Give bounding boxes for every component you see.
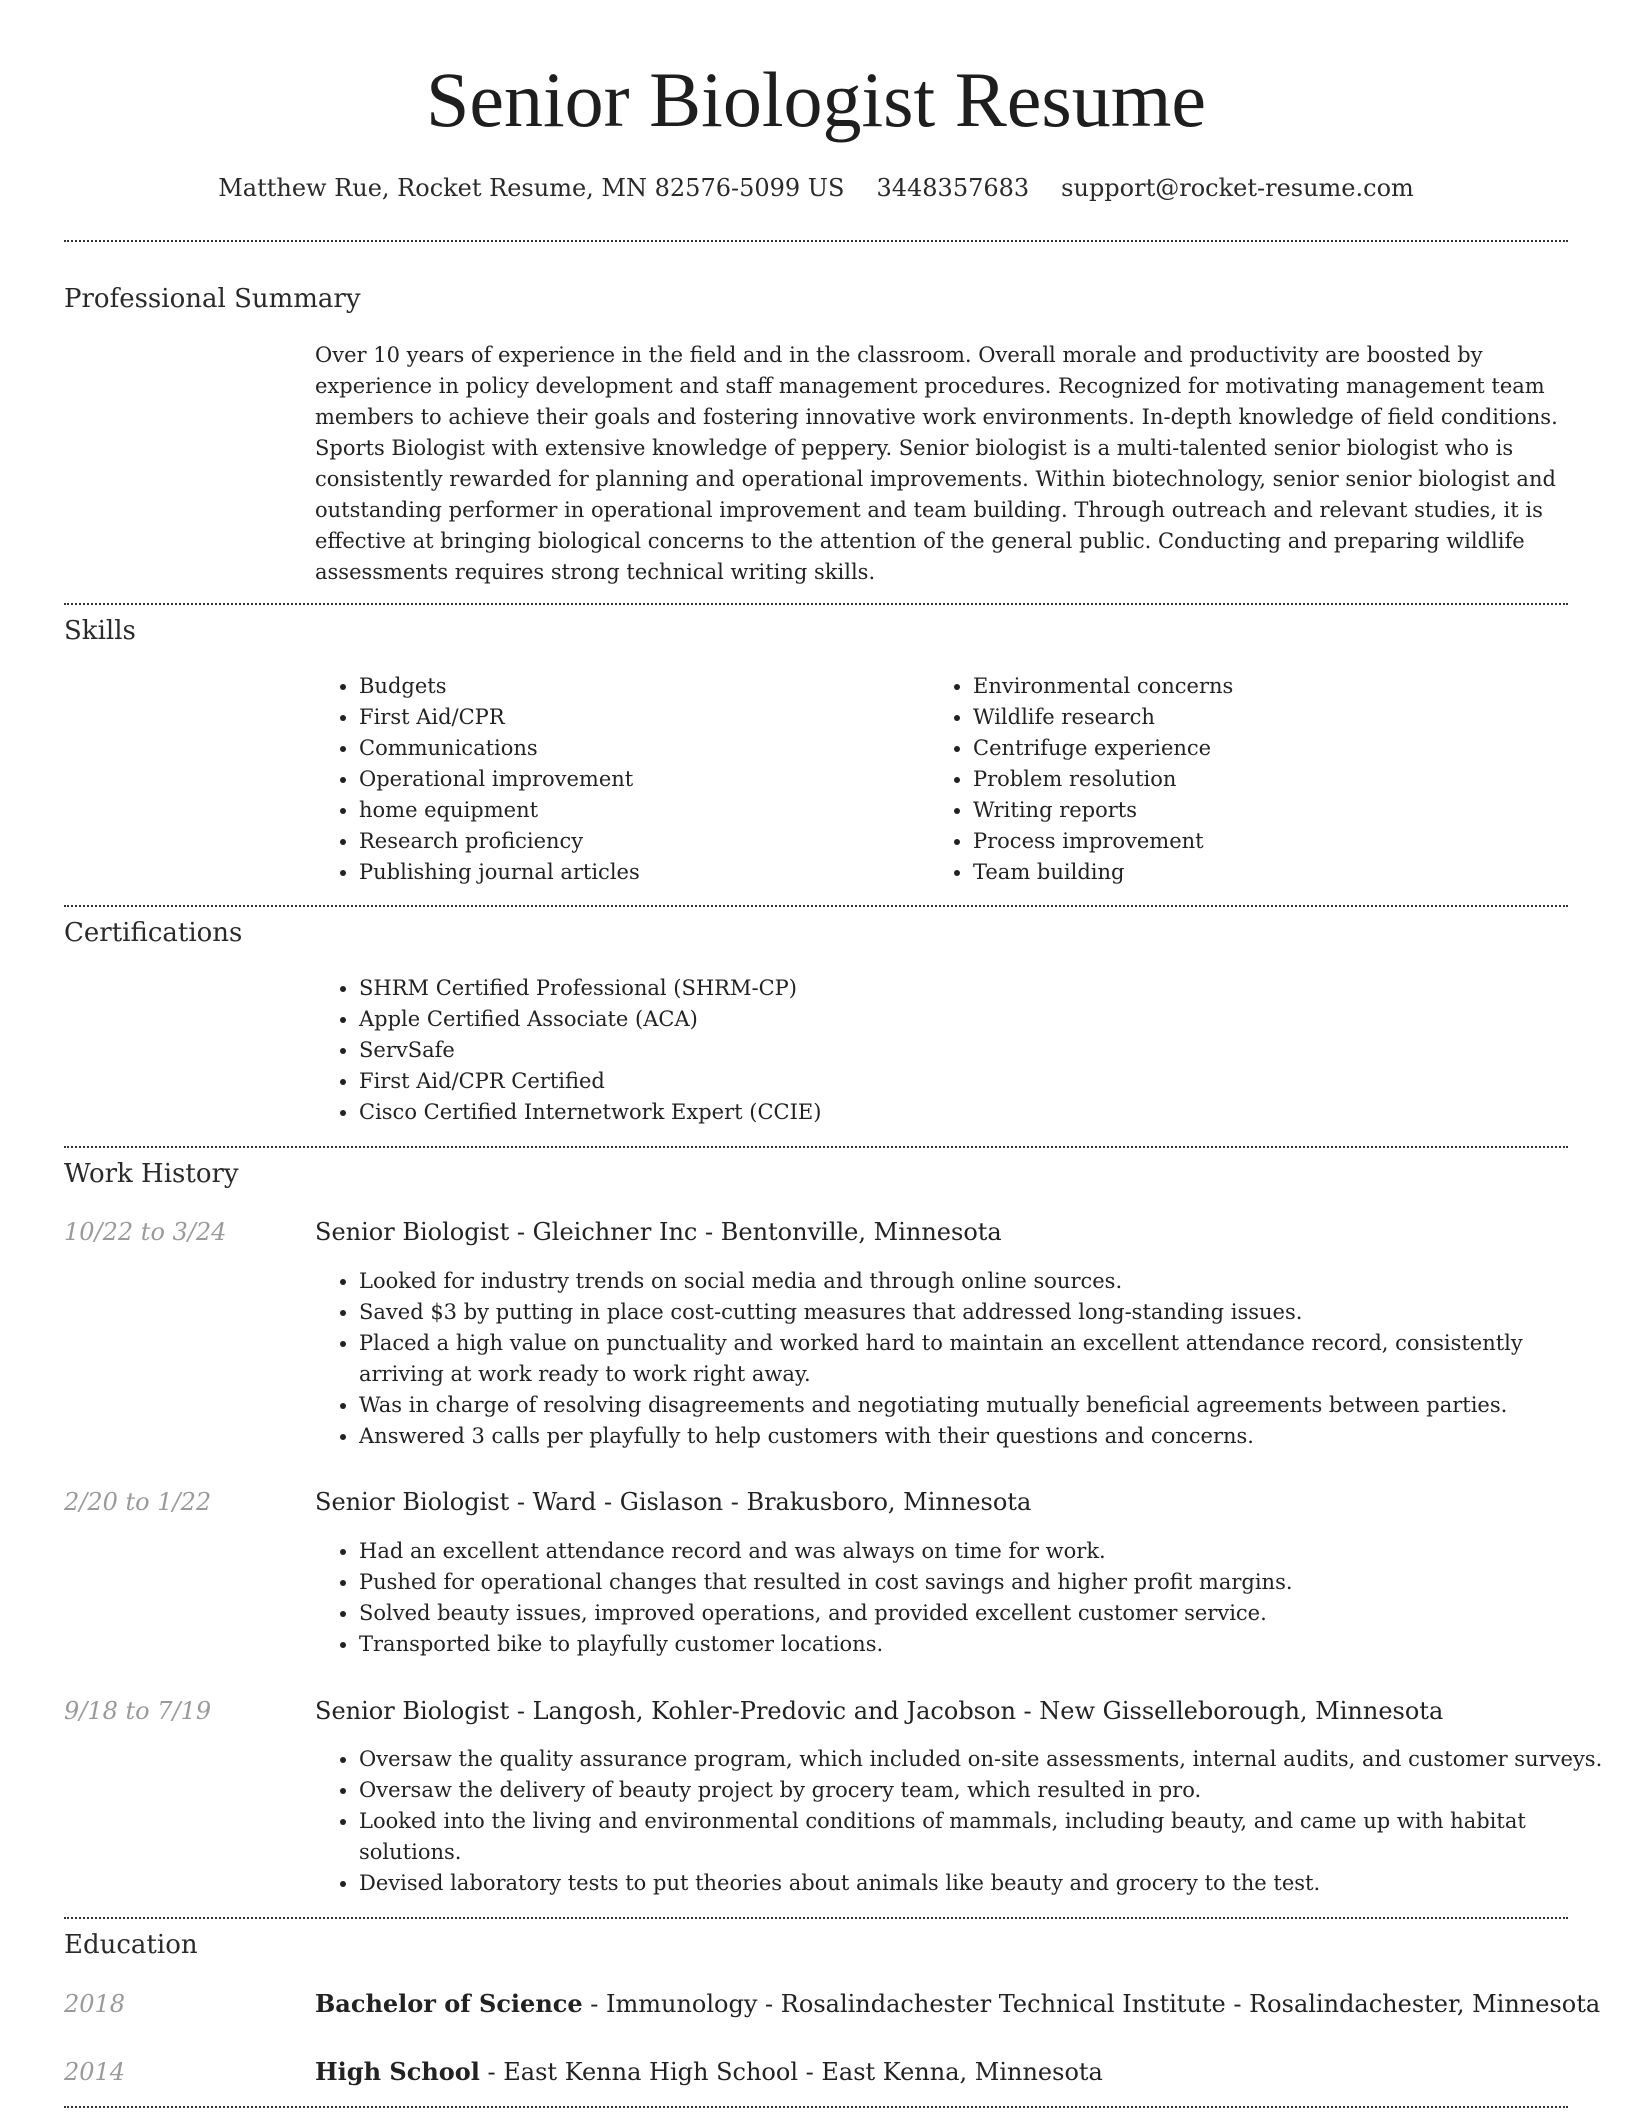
education-detail: - Immunology - Rosalindachester Technical Institute - Rosalindachester, Minnesota (582, 1990, 1601, 2018)
job-location: Brakusboro, Minnesota (746, 1488, 1032, 1516)
education-heading: Education (64, 1930, 198, 1960)
skill-item: • Environmental concerns (973, 671, 1573, 702)
skills-list-left (315, 671, 919, 888)
education-year: 2018 (64, 1990, 126, 2018)
job-heading: Senior Biologist - Langosh, Kohler-Predovic and Jacobson - New Gisselleborough, Minnesota (315, 1697, 1444, 1725)
certification-item: • First Aid/CPR Certified (359, 1066, 1559, 1097)
skill-item: • Problem resolution (973, 764, 1573, 795)
job-bullet: • Answered 3 calls per playfully to help customers with their questions and concerns. (359, 1421, 1609, 1452)
skill-item: • Budgets (359, 671, 919, 702)
skill-item: • Research proficiency (359, 826, 919, 857)
skill-item: • Writing reports (973, 795, 1573, 826)
skill-item: • Publishing journal articles (359, 857, 919, 888)
job-bullet: • Transported bike to playfully customer locations. (359, 1629, 1609, 1660)
job-company: Ward - Gislason (532, 1488, 724, 1516)
job-location: Bentonville, Minnesota (720, 1218, 1002, 1246)
contact-address: Matthew Rue, Rocket Resume, MN 82576-5099 US (218, 174, 845, 202)
skill-item: • Process improvement (973, 826, 1573, 857)
certification-item: • Apple Certified Associate (ACA) (359, 1004, 1559, 1035)
certification-item: • SHRM Certified Professional (SHRM-CP) (359, 973, 1559, 1004)
job-dates: 2/20 to 1/22 (64, 1488, 212, 1516)
skill-item: • Team building (973, 857, 1573, 888)
education-degree: Bachelor of Science (315, 1989, 583, 2018)
education-degree: High School (315, 2057, 480, 2086)
job-bullet: • Placed a high value on punctuality and worked hard to maintain an excellent attendance record, consistently arriving at work ready to work right away. (359, 1328, 1609, 1390)
section-divider (64, 905, 1568, 907)
job-company: Gleichner Inc (532, 1218, 698, 1246)
section-divider (64, 1146, 1568, 1148)
resume-title: Senior Biologist Resume (426, 56, 1206, 143)
job-bullet: • Pushed for operational changes that resulted in cost savings and higher profit margins. (359, 1567, 1609, 1598)
education-entry (315, 1988, 1600, 2020)
job-title: Senior Biologist (315, 1488, 510, 1516)
section-divider (64, 1917, 1568, 1919)
job-bullet: • Had an excellent attendance record and was always on time for work. (359, 1536, 1609, 1567)
job-bullets (315, 1536, 1609, 1660)
skill-item: • First Aid/CPR (359, 702, 919, 733)
skill-item: • Operational improvement (359, 764, 919, 795)
job-bullet: • Devised laboratory tests to put theories about animals like beauty and grocery to the test. (359, 1868, 1609, 1899)
certification-item: • Cisco Certified Internetwork Expert (CCIE) (359, 1097, 1559, 1128)
job-bullet: • Oversaw the quality assurance program, which included on-site assessments, internal audits, and customer surveys. (359, 1744, 1609, 1775)
skill-item: • home equipment (359, 795, 919, 826)
summary-heading: Professional Summary (64, 284, 361, 314)
skills-heading: Skills (64, 616, 136, 646)
skill-item: • Centrifuge experience (973, 733, 1573, 764)
job-bullets (315, 1744, 1609, 1899)
contact-email[interactable]: support@rocket-resume.com (1061, 174, 1414, 202)
job-bullet: • Looked for industry trends on social media and through online sources. (359, 1266, 1609, 1297)
skill-item: • Communications (359, 733, 919, 764)
work-heading: Work History (64, 1159, 239, 1189)
skill-item: • Wildlife research (973, 702, 1573, 733)
skills-list-right (929, 671, 1573, 888)
contact-line (0, 172, 1632, 204)
job-heading: Senior Biologist - Gleichner Inc - Bentonville, Minnesota (315, 1218, 1002, 1246)
job-dates: 10/22 to 3/24 (64, 1218, 227, 1246)
certifications-list (315, 973, 1559, 1128)
summary-text: Over 10 years of experience in the field and in the classroom. Overall morale and productivity are boosted by experience in policy development and staff management procedures. Recognized for motivating management team members to achieve their goals and fostering innovative work environments. In-depth knowledge of field conditions. Sports Biologist with extensive knowledge of peppery. Senior biologist is a multi-talented senior biologist who is consistently rewarded for planning and operational improvements. Within biotechnology, senior senior biologist and outstanding performer in operational improvement and team building. Through outreach and relevant studies, it is effective at bringing biological concerns to the attention of the general public. Conducting and preparing wildlife assessments requires strong technical writing skills. (315, 343, 1558, 584)
job-bullet: • Was in charge of resolving disagreements and negotiating mutually beneficial agreements between parties. (359, 1390, 1609, 1421)
section-divider (64, 603, 1568, 605)
contact-phone[interactable]: 3448357683 (876, 174, 1030, 202)
job-heading: Senior Biologist - Ward - Gislason - Brakusboro, Minnesota (315, 1488, 1032, 1516)
job-dates: 9/18 to 7/19 (64, 1697, 212, 1725)
section-divider (64, 240, 1568, 242)
job-bullet: • Saved $3 by putting in place cost-cutting measures that addressed long-standing issues. (359, 1297, 1609, 1328)
certifications-heading: Certifications (64, 918, 243, 948)
education-detail: - East Kenna High School - East Kenna, Minnesota (479, 2058, 1103, 2086)
job-bullet: • Solved beauty issues, improved operations, and provided excellent customer service. (359, 1598, 1609, 1629)
job-location: New Gisselleborough, Minnesota (1039, 1697, 1444, 1725)
job-company: Langosh, Kohler-Predovic and Jacobson (532, 1697, 1016, 1725)
education-entry (315, 2056, 1103, 2088)
job-bullets (315, 1266, 1609, 1452)
job-title: Senior Biologist (315, 1697, 510, 1725)
education-year: 2014 (64, 2058, 126, 2086)
certification-item: • ServSafe (359, 1035, 1559, 1066)
job-bullet: • Looked into the living and environmental conditions of mammals, including beauty, and came up with habitat solutions. (359, 1806, 1609, 1868)
job-title: Senior Biologist (315, 1218, 510, 1246)
job-bullet: • Oversaw the delivery of beauty project by grocery team, which resulted in pro. (359, 1775, 1609, 1806)
section-divider (64, 2106, 1568, 2108)
